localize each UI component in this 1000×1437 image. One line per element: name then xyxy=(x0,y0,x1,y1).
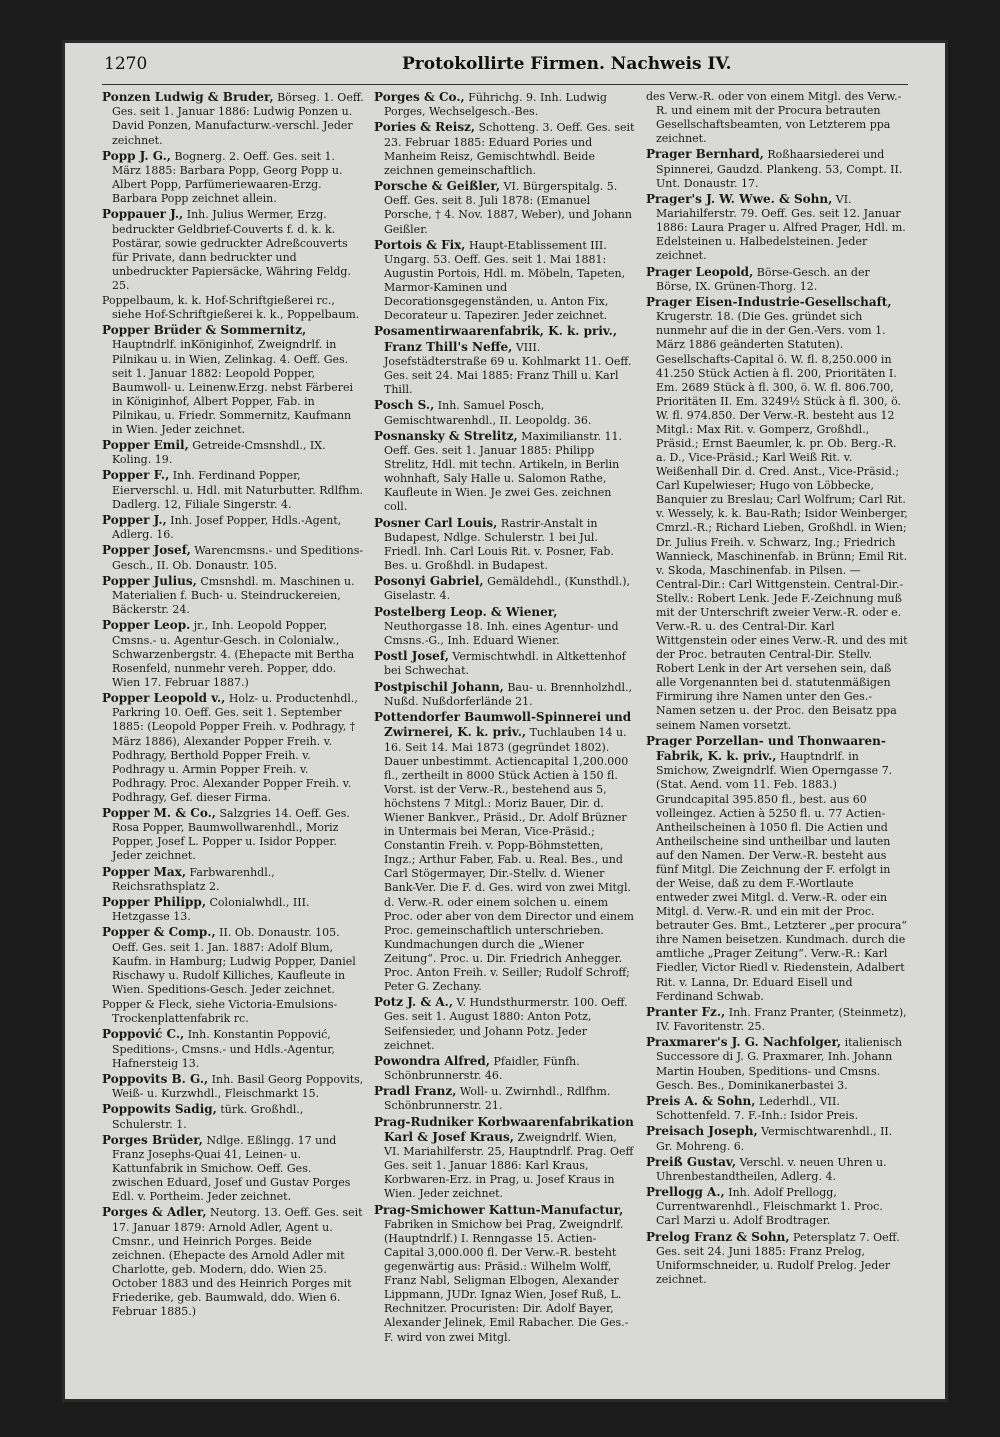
firm-details: jr., Inh. Leopold Popper, Cmsns.- u. Agentur-Gesch. in Colonialw., Schwarzenbergstr. 4. (Ehepacte mit Bertha Rosenfeld, nunmehr vereh. Popper, ddo. Wien 17. Februar 1887.) xyxy=(112,619,355,689)
firm-name: Pranter Fz., xyxy=(646,1004,726,1019)
directory-entry xyxy=(646,1230,908,1288)
firm-name: Preiß Gustav, xyxy=(646,1154,737,1169)
firm-details: Woll- u. Zwirnhdl., Rdlfhm. Schönbrunnerstr. 21. xyxy=(384,1085,611,1113)
firm-name: Preis A. & Sohn, xyxy=(646,1093,756,1108)
firm-details: Colonialwhdl., III. Hetzgasse 13. xyxy=(112,895,310,924)
firm-details: VI. Bürgerspitalg. 5. Oeff. Ges. seit 8. Juli 1878: (Emanuel Porsche, † 4. Nov. 1887, Weber), und Johann Geißler. xyxy=(384,180,632,236)
firm-name: Popper Josef, xyxy=(102,543,191,558)
firm-details: Neuthorgasse 18. Inh. eines Agentur- und Cmsns.-G., Inh. Eduard Wiener. xyxy=(384,619,619,647)
firm-name: Poppauer J., xyxy=(102,207,184,222)
directory-entry xyxy=(374,238,636,324)
firm-name: Popper & Comp., xyxy=(102,925,216,940)
firm-details: Petersplatz 7. Oeff. Ges. seit 24. Juni 1885: Franz Prelog, Uniformschneider, u. Rudolf Prelog. Jeder zeichnet. xyxy=(656,1230,900,1287)
firm-details: Zweigndrlf. Wien, VI. Mariahilferstr. 25, Hauptndrlf. Prag. Oeff Ges. seit 1. Januar 1886: Karl Kraus, Korbwaren-Erz. in Prag, u. Josef Kraus in Wien. Jeder zeichnet. xyxy=(384,1130,634,1201)
firm-details: Getreide-Cmsnshdl., IX. Koling. 19. xyxy=(112,439,326,467)
firm-details: Bognerg. 2. Oeff. Ges. seit 1. März 1885: Barbara Popp, Georg Popp u. Albert Popp, Parfümeriewaaren-Erzg. Barbara Popp zeichnet allein. xyxy=(112,149,343,206)
firm-details: Vermischtwarenhdl., II. Gr. Mohreng. 6. xyxy=(656,1125,893,1153)
directory-entry xyxy=(102,574,364,618)
firm-name: Powondra Alfred, xyxy=(374,1053,490,1068)
column-middle xyxy=(374,90,636,1390)
firm-details: Pfaidler, Fünfh. Schönbrunnerstr. 46. xyxy=(384,1054,580,1083)
directory-entry xyxy=(102,998,364,1026)
firm-name: Prag-Rudniker Korbwaarenfabrikation Karl & Josef Kraus, xyxy=(374,1114,634,1144)
firm-name: Postl Josef, xyxy=(374,649,449,664)
firm-details: Poppelbaum, k. k. Hof-Schriftgießerei rc., siehe Hof-Schriftgießerei k. k., Poppelbaum. xyxy=(102,293,360,322)
firm-name: Posner Carl Louis, xyxy=(374,515,498,530)
firm-name: Popper F., xyxy=(102,468,170,483)
firm-details: türk. Großhdl., Schulerstr. 1. xyxy=(112,1103,304,1131)
firm-details: Vermischtwhdl. in Altkettenhof bei Schwechat. xyxy=(384,650,626,678)
directory-entry xyxy=(102,925,364,997)
firm-name: Postelberg Leop. & Wiener, xyxy=(374,604,558,619)
firm-details: Rastrir-Anstalt in Budapest, Ndlge. Schulerstr. 1 bei Jul. Friedl. Inh. Carl Louis Rit. v. Posner, Fab. Bes. u. Großhdl. in Budapest. xyxy=(384,516,614,573)
firm-details: Hauptndrlf. in Smichow, Zweigndrlf. Wien Operngasse 7. (Stat. Aend. vom 11. Feb. 1883.) Grundcapital 395.850 fl., best. aus 60 volleingez. Actien à 5250 fl. u. 77 Actien-Antheilscheinen à 1050 fl. Die Actien und Antheilscheine sind untheilbar und lauten auf den Namen. Der Verw.-R. besteht aus fünf Mitgl. Die Zeichnung der F. erfolgt in der Weise, daß zu dem F.-Wortlaute entweder zwei Mitgl. d. Verw.-R. oder ein Mitgl. d. Verw.-R. und ein mit der Proc. betrauter Ges. Bmt., Letzterer „per procura“ ihre Namen beisetzen. Kundmach. durch die amtliche „Prager Zeitung“. Verw.-R.: Karl Fiedler, Victor Riedl v. Riedenstein, Adalbert Rit. v. Lanna, Dr. Eduard Eisell und Ferdinand Schwab. xyxy=(656,750,908,1003)
firm-name: Popper Leop. xyxy=(102,618,191,633)
directory-columns xyxy=(102,90,908,1390)
firm-name: Prager Leopold, xyxy=(646,264,754,279)
directory-entry xyxy=(102,543,364,572)
firm-details: Inh. Julius Wermer, Erzg. bedruckter Geldbrief-Couverts f. d. k. k. Postärar, sowie gedruckter Adreßcouverts für Private, dann bedruckter und unbedruckter Papiersäcke, Währing Feldg. 25. xyxy=(112,208,351,292)
firm-details: Fabriken in Smichow bei Prag, Zweigndrlf. (Hauptndrlf.) I. Renngasse 15. Actien-Capital 3,000.000 fl. Der Verw.-R. besteht gegenwärtig aus: Präsid.: Wilhelm Wolff, Franz Nabl, Seligman Elbogen, Alexander Lippmann, JUDr. Ignaz Wien, Josef Ruß, L. Rechnitzer. Procuristen: Dir. Adolf Bayer, Alexander Jelinek, Emil Rabacher. Die Ges.-F. wird von zwei Mitgl. xyxy=(384,1217,629,1344)
firm-name: Porsche & Geißler, xyxy=(374,179,501,194)
directory-entry xyxy=(374,1054,636,1083)
firm-details: Inh. Franz Pranter, (Steinmetz), IV. Favoritenstr. 25. xyxy=(656,1005,907,1034)
directory-entry xyxy=(102,1102,364,1131)
directory-entry xyxy=(646,1155,908,1184)
firm-details: italienisch Successore di J. G. Praxmarer, Inh. Johann Martin Houben, Speditions- und Cmsns. Gesch. Bes., Dominikanerbastei 3. xyxy=(656,1036,903,1092)
firm-details: Tuchlauben 14 u. 16. Seit 14. Mai 1873 (gegründet 1802). Dauer unbestimmt. Actiencapital 1,200.000 fl., zertheilt in 8000 Stück Actien à 150 fl. Vorst. ist der Verw.-R., bestehend aus 5, höchstens 7 Mitgl.: Moriz Bauer, Dir. d. Wiener Bankver., Präsid., Dr. Adolf Brüzner in Untermais bei Meran, Vice-Präsid.; Constantin Freih. v. Popp-Böhmstetten, Ingz.; Arthur Faber, Fab. u. Real. Bes., und Carl Stögermayer, Dir.-Stellv. d. Wiener Bank-Ver. Die F. d. Ges. wird von zwei Mitgl. d. Verw.-R. oder einem solchen u. einem Proc. oder aber von dem Director und einem Proc. gemeinschaftlich unterschrieben. Kundmachungen durch die „Wiener Zeitung“. Proc. u. Dir. Friedrich Anhegger. Proc. Anton Freih. v. Seiller; Rudolf Schroff; Peter G. Zechany. xyxy=(384,726,634,993)
firm-name: Prager Eisen-Industrie-Gesellschaft, xyxy=(646,294,892,309)
directory-entry xyxy=(102,865,364,894)
firm-details: Roßhaarsiederei und Spinnerei, Gaudzd. Plankeng. 53, Compt. II. Unt. Donaustr. 17. xyxy=(656,148,903,190)
firm-name: Ponzen Ludwig & Bruder, xyxy=(102,90,274,104)
firm-name: Prager Porzellan- und Thonwaaren-Fabrik, K. k. priv., xyxy=(646,733,886,763)
firm-details: des Verw.-R. oder von einem Mitgl. des Verw.-R. und einem mit der Procura betrauten Gesellschaftsbeamten, von Letzterem ppa zeichnet. xyxy=(646,90,902,146)
directory-entry xyxy=(374,324,636,397)
directory-entry xyxy=(646,265,908,294)
firm-name: Posnansky & Strelitz, xyxy=(374,428,518,443)
firm-name: Poppovits B. G., xyxy=(102,1071,209,1086)
firm-name: Potz J. & A., xyxy=(374,995,454,1010)
directory-entry xyxy=(102,149,364,207)
firm-name: Popper Emil, xyxy=(102,438,189,452)
firm-name: Prag-Smichower Kattun-Manufactur, xyxy=(374,1202,624,1217)
directory-entry xyxy=(102,323,364,437)
firm-details: Inh. Adolf Prellogg, Currentwarenhdl., Fleischmarkt 1. Proc. Carl Marzi u. Adolf Brodtrager. xyxy=(656,1186,883,1228)
directory-entry xyxy=(646,1005,908,1034)
directory-entry xyxy=(102,1133,364,1205)
directory-entry xyxy=(374,574,636,603)
firm-name: Pradl Franz, xyxy=(374,1084,457,1099)
directory-entry xyxy=(646,295,908,733)
directory-entry xyxy=(374,120,636,178)
firm-name: Popper Leopold v., xyxy=(102,691,226,706)
firm-details: Salzgries 14. Oeff. Ges. Rosa Popper, Baumwollwarenhdl., Moriz Popper, Josef L. Popper u. Isidor Popper. Jeder zeichnet. xyxy=(112,806,350,863)
firm-details: Ndlge. Eßlingg. 17 und Franz Josephs-Quai 41, Leinen- u. Kattunfabrik in Smichow. Oeff. Ges. zwischen Eduard, Josef und Gustav Porges Edl. v. Portheim. Jeder zeichnet. xyxy=(112,1133,351,1204)
directory-entry xyxy=(646,90,908,146)
firm-details: Inh. Konstantin Poppović, Speditions-, Cmsns.- und Hdls.-Agentur, Hafnersteig 13. xyxy=(112,1028,335,1070)
directory-entry xyxy=(374,680,636,709)
directory-entry xyxy=(102,438,364,467)
firm-name: Prager Bernhard, xyxy=(646,147,764,162)
book-page xyxy=(62,40,948,1402)
firm-details: Börse-Gesch. an der Börse, IX. Grünen-Thorg. 12. xyxy=(656,265,870,293)
directory-entry xyxy=(374,1084,636,1113)
firm-details: Inh. Samuel Posch, Gemischtwarenhdl., II. Leopoldg. 36. xyxy=(384,399,592,427)
firm-name: Prelog Franz & Sohn, xyxy=(646,1229,790,1244)
firm-details: V. Hundsthurmerstr. 100. Oeff. Ges. seit 1. August 1880: Anton Potz, Seifensieder, und Johann Potz. Jeder zeichnet. xyxy=(384,996,628,1052)
firm-details: Neutorg. 13. Oeff. Ges. seit 17. Januar 1879: Arnold Adler, Agent u. Cmsnr., und Heinrich Porges. Beide zeichnen. (Ehepacte des Arnold Adler mit Charlotte, geb. Modern, ddo. Wien 25. October 1883 und des Heinrich Porges mit Friederike, geb. Baumwald, ddo. Wien 6. Februar 1885.) xyxy=(112,1206,363,1319)
column-right xyxy=(646,90,908,1390)
firm-name: Porges & Co., xyxy=(374,90,465,104)
directory-entry xyxy=(374,649,636,678)
firm-details: II. Ob. Donaustr. 105. Oeff. Ges. seit 1. Jan. 1887: Adolf Blum, Kaufm. in Hamburg; Ludwig Popper, Daniel Rischawy u. Rudolf Killiches, Kaufleute in Wien. Speditions-Gesch. Jeder zeichnet. xyxy=(112,926,356,996)
directory-entry xyxy=(646,192,908,264)
directory-entry xyxy=(102,618,364,690)
directory-entry xyxy=(374,1115,636,1202)
firm-details: Lederhdl., VII. Schottenfeld. 7. F.-Inh.: Isidor Preis. xyxy=(656,1094,859,1123)
firm-details: Popper & Fleck, siehe Victoria-Emulsions-Trockenplattenfabrik rc. xyxy=(102,998,338,1026)
directory-entry xyxy=(102,90,364,148)
directory-entry xyxy=(102,294,364,322)
firm-details: Farbwarenhdl., Reichsrathsplatz 2. xyxy=(112,865,275,893)
directory-entry xyxy=(102,1072,364,1101)
firm-name: Popper M. & Co., xyxy=(102,805,216,820)
firm-name: Preisach Joseph, xyxy=(646,1124,758,1139)
firm-name: Popper J., xyxy=(102,512,167,527)
directory-entry xyxy=(646,1035,908,1093)
firm-details: Holz- u. Productenhdl., Parkring 10. Oeff. Ges. seit 1. September 1885: (Leopold Popper Freih. v. Podhragy, † März 1886), Alexander Popper Freih. v. Podhragy, Berthold Popper Freih. v. Podhragy u. Armin Popper Freih. v. Podhragy. Proc. Alexander Popper Freih. v. Podhragy, Gef. dieser Firma. xyxy=(112,692,358,804)
directory-entry xyxy=(374,995,636,1053)
firm-details: VI. Mariahilferstr. 79. Oeff. Ges. seit 12. Januar 1886: Laura Prager u. Alfred Prager, Hdl. m. Edelsteinen u. Halbedelsteinen. Jeder zeichnet. xyxy=(656,192,906,263)
firm-details: Führichg. 9. Inh. Ludwig Porges, Wechselgesch.-Bes. xyxy=(384,91,607,119)
firm-name: Poppović C., xyxy=(102,1027,185,1042)
firm-name: Prellogg A., xyxy=(646,1185,725,1200)
directory-entry xyxy=(102,1027,364,1071)
directory-entry xyxy=(374,90,636,119)
firm-details: Gemäldehdl., (Kunsthdl.), Giselastr. 4. xyxy=(384,575,630,603)
firm-details: Inh. Basil Georg Poppovits, Weiß- u. Kurzwhdl., Fleischmarkt 15. xyxy=(112,1072,364,1101)
directory-entry xyxy=(102,468,364,512)
firm-details: Schotteng. 3. Oeff. Ges. seit 23. Februar 1885: Eduard Pories und Manheim Reisz, Gemischtwhdl. Beide zeichnen gemeinschaftlich. xyxy=(384,121,635,177)
directory-entry xyxy=(374,710,636,994)
directory-entry xyxy=(646,734,908,1004)
directory-entry xyxy=(374,429,636,515)
column-left xyxy=(102,90,364,1390)
firm-name: Porges Brüder, xyxy=(102,1132,203,1147)
firm-details: Cmsnshdl. m. Maschinen u. Materialien f. Buch- u. Steindruckereien, Bäckerstr. 24. xyxy=(112,574,355,617)
directory-entry xyxy=(374,398,636,427)
firm-details: Warencmsns.- und Speditions-Gesch., II. Ob. Donaustr. 105. xyxy=(112,544,364,572)
directory-entry xyxy=(374,605,636,649)
firm-name: Praxmarer's J. G. Nachfolger, xyxy=(646,1035,842,1050)
firm-details: Krugerstr. 18. (Die Ges. gründet sich nunmehr auf die in der Gen.-Vers. vom 1. März 1886 geänderten Statuten). Gesellschafts-Capital ö. W. fl. 8,250.000 in 41.250 Stück Actien à fl. 200, Prioritäten I. Em. 2689 Stück à fl. 300, ö. W. fl. 806.700, Prioritäten II. Em. 3249½ Stück à fl. 300, ö. W. fl. 974.850. Der Verw.-R. besteht aus 12 Mitgl.: Max Rit. v. Gomperz, Großhdl., Präsid.; Ernst Baeumler, k. pr. Ob. Berg.-R. a. D., Vice-Präsid.; Karl Weiß Rit. v. Weißenhall Dir. d. Cred. Anst., Vice-Präsid.; Carl Kupelwieser; Hugo von Löbbecke, Banquier zu Breslau; Carl Wolfrum; Carl Rit. v. Wessely, k. k. Bau-Rath; Isidor Weinberger, Cmrzl.-R.; Richard Lieben, Großhdl. in Wien; Dr. Julius Freih. v. Schwarz, Ing.; Friedrich Wannieck, Maschinenfab. in Brünn; Emil Rit. v. Skoda, Maschinenfab. in Pilsen. — Central-Dir.: Carl Wittgenstein. Central-Dir.-Stellv.: Robert Lenk. Jede F.-Zeichnung muß mit der Unterschrift zweier Verw.-R. oder e. Verw.-R. u. des Central-Dir. Karl Wittgenstein oder eines Verw.-R. und des mit der Proc. betrauten Central-Dir. Stellv. Robert Lenk in der Art versehen sein, daß alle Vorgenannten bei d. statutenmäßigen Firmirung ihre Namen unter den Ges.-Namen setzen u. der Proc. den Beisatz ppa seinem Namen vorsetzt. xyxy=(656,310,908,732)
firm-name: Posamentirwaarenfabrik, K. k. priv., Franz Thill's Neffe, xyxy=(374,324,618,354)
directory-entry xyxy=(646,1185,908,1229)
firm-name: Postpischil Johann, xyxy=(374,679,504,694)
page-number: 1270 xyxy=(104,54,148,74)
firm-details: VIII. Josefstädterstraße 69 u. Kohlmarkt 11. Oeff. Ges. seit 24. Mai 1885: Franz Thill u. Karl Thill. xyxy=(384,340,632,397)
directory-entry xyxy=(102,1205,364,1319)
directory-entry xyxy=(646,1094,908,1123)
firm-details: Inh. Ferdinand Popper, Eierverschl. u. Hdl. mit Naturbutter. Rdlfhm. Dadlerg. 12, Filiale Singerstr. 4. xyxy=(112,469,364,511)
directory-entry xyxy=(374,179,636,237)
firm-details: Hauptndrlf. inKöniginhof, Zweigndrlf. in Pilnikau u. in Wien, Zelinkag. 4. Oeff. Ges. seit 1. Januar 1882: Leopold Popper, Baumwoll- u. Leinenw.Erzg. nebst Färberei in Königinhof, Albert Popper, Fab. in Pilnikau, u. Friedr. Sommernitz, Kaufmann in Wien. Jeder zeichnet. xyxy=(112,338,353,436)
firm-name: Popp J. G., xyxy=(102,148,171,163)
firm-name: Prager's J. W. Wwe. & Sohn, xyxy=(646,191,833,206)
firm-name: Posch S., xyxy=(374,398,435,413)
firm-name: Posonyi Gabriel, xyxy=(374,574,484,589)
directory-entry xyxy=(374,1203,636,1345)
directory-entry xyxy=(646,147,908,191)
directory-entry xyxy=(102,806,364,864)
firm-details: Inh. Josef Popper, Hdls.-Agent, Adlerg. 16. xyxy=(112,513,342,542)
header-rule xyxy=(102,84,908,85)
firm-details: Maximilianstr. 11. Oeff. Ges. seit 1. Januar 1885: Philipp Strelitz, Hdl. mit techn. Artikeln, in Berlin wohnhaft, Saly Halle u. Salomon Rathe, Kaufleute in Wien. Je zwei Ges. zeichnen coll. xyxy=(384,429,623,514)
firm-name: Popper Max, xyxy=(102,864,187,879)
directory-entry xyxy=(102,207,364,293)
directory-entry xyxy=(102,513,364,542)
directory-entry xyxy=(374,516,636,574)
firm-name: Porges & Adler, xyxy=(102,1205,207,1220)
firm-name: Popper Philipp, xyxy=(102,894,207,909)
firm-details: Bau- u. Brennholzhdl., Nußd. Nußdorferlände 21. xyxy=(384,680,633,708)
running-head: Protokollirte Firmen. Nachweis IV. xyxy=(402,54,732,74)
directory-entry xyxy=(102,691,364,805)
firm-name: Pories & Reisz, xyxy=(374,120,476,135)
firm-name: Pottendorfer Baumwoll-Spinnerei und Zwirnerei, K. k. priv., xyxy=(374,709,632,740)
firm-name: Popper Julius, xyxy=(102,573,197,588)
directory-entry xyxy=(102,895,364,924)
firm-name: Poppowits Sadig, xyxy=(102,1102,217,1117)
directory-entry xyxy=(646,1124,908,1153)
firm-details: Verschl. v. neuen Uhren u. Uhrenbestandtheilen, Adlerg. 4. xyxy=(656,1155,887,1183)
firm-details: Börseg. 1. Oeff. Ges. seit 1. Januar 1886: Ludwig Ponzen u. David Ponzen, Manufacturw.-verschl. Jeder zeichnet. xyxy=(112,91,364,147)
firm-details: Haupt-Etablissement III. Ungarg. 53. Oeff. Ges. seit 1. Mai 1881: Augustin Portois, Hdl. m. Möbeln, Tapeten, Marmor-Kaminen und Decorationsgegenständen, u. Anton Fix, Decorateur u. Tapezirer. Jeder zeichnet. xyxy=(384,238,626,323)
firm-name: Portois & Fix, xyxy=(374,237,466,252)
firm-name: Popper Brüder & Sommernitz, xyxy=(102,323,307,338)
